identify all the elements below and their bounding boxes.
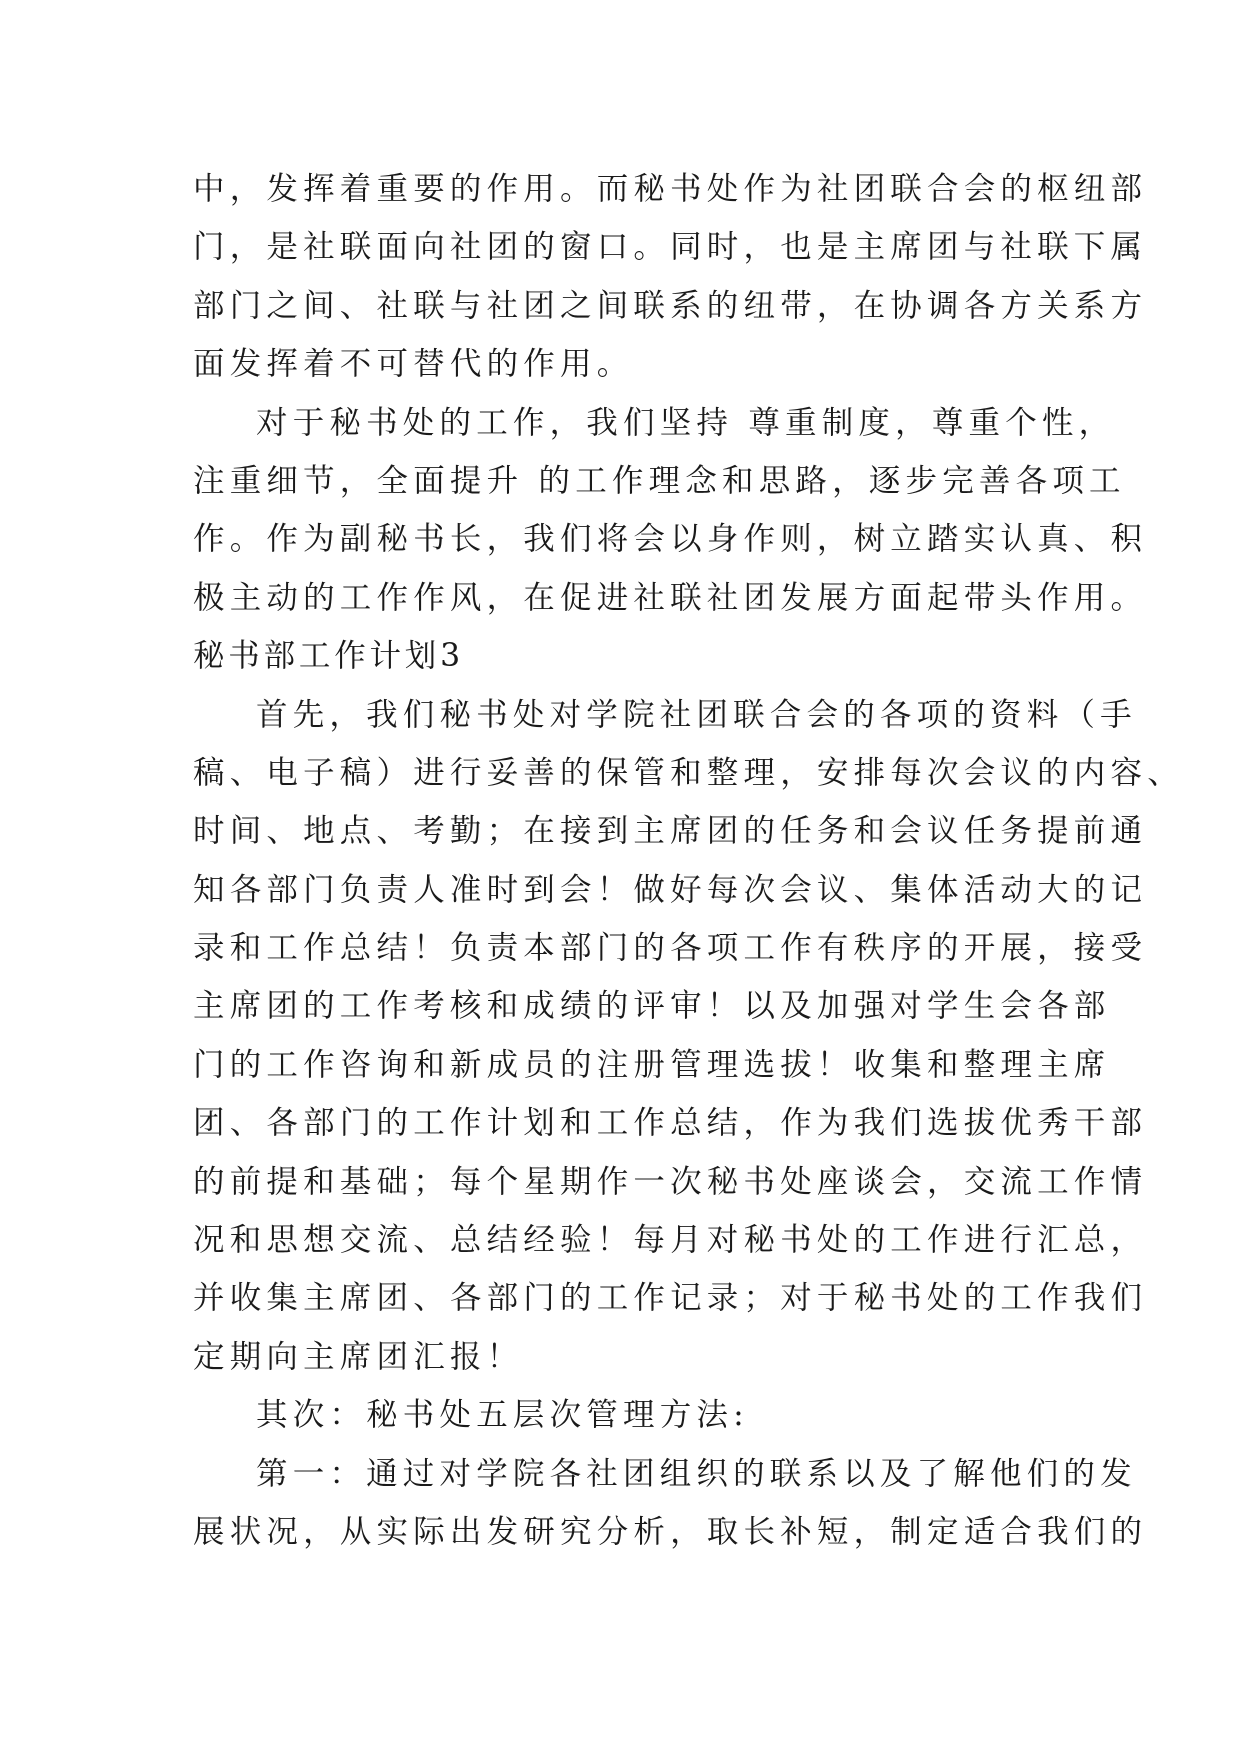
text-line: 注重细节，全面提升 的工作理念和思路，逐步完善各项工 bbox=[193, 462, 1126, 499]
text-line: 定期向主席团汇报！ bbox=[193, 1338, 524, 1375]
text-line: 其次：秘书处五层次管理方法: bbox=[256, 1397, 749, 1434]
text-line: 稿、电子稿）进行妥善的保管和整理，安排每次会议的内容、 bbox=[193, 754, 1184, 791]
text-line: 的前提和基础；每个星期作一次秘书处座谈会，交流工作情 bbox=[193, 1163, 1148, 1200]
text-line: 首先，我们秘书处对学院社团联合会的各项的资料（手 bbox=[256, 696, 1137, 733]
document-body bbox=[193, 160, 1184, 1561]
text-line: 知各部门负责人准时到会！做好每次会议、集体活动大的记 bbox=[193, 871, 1148, 908]
text-line: 时间、地点、考勤；在接到主席团的任务和会议任务提前通 bbox=[193, 813, 1148, 850]
text-line: 部门之间、社联与社团之间联系的纽带，在协调各方关系方 bbox=[193, 287, 1148, 324]
text-line: 况和思想交流、总结经验！每月对秘书处的工作进行汇总， bbox=[193, 1222, 1148, 1259]
text-line: 门，是社联面向社团的窗口。同时，也是主席团与社联下属 bbox=[193, 229, 1148, 266]
text-line: 并收集主席团、各部门的工作记录；对于秘书处的工作我们 bbox=[193, 1280, 1148, 1317]
text-line: 门的工作咨询和新成员的注册管理选拔！收集和整理主席 bbox=[193, 1046, 1111, 1083]
section-heading: 秘书部工作计划3 bbox=[193, 638, 464, 675]
text-line: 面发挥着不可替代的作用。 bbox=[193, 346, 634, 383]
text-line: 团、各部门的工作计划和工作总结，作为我们选拔优秀干部 bbox=[193, 1105, 1148, 1142]
text-line: 录和工作总结！负责本部门的各项工作有秩序的开展，接受 bbox=[193, 930, 1148, 967]
text-line: 极主动的工作作风，在促进社联社团发展方面起带头作用。 bbox=[193, 579, 1148, 616]
text-line: 中，发挥着重要的作用。而秘书处作为社团联合会的枢纽部 bbox=[193, 171, 1148, 207]
text-line: 主席团的工作考核和成绩的评审！以及加强对学生会各部 bbox=[193, 988, 1111, 1025]
text-line: 展状况，从实际出发研究分析，取长补短，制定适合我们的 bbox=[193, 1513, 1148, 1550]
text-line: 对于秘书处的工作，我们坚持 尊重制度，尊重个性， bbox=[256, 404, 1116, 441]
text-line: 第一：通过对学院各社团组织的联系以及了解他们的发 bbox=[256, 1455, 1137, 1492]
text-line: 作。作为副秘书长，我们将会以身作则，树立踏实认真、积 bbox=[193, 521, 1148, 558]
